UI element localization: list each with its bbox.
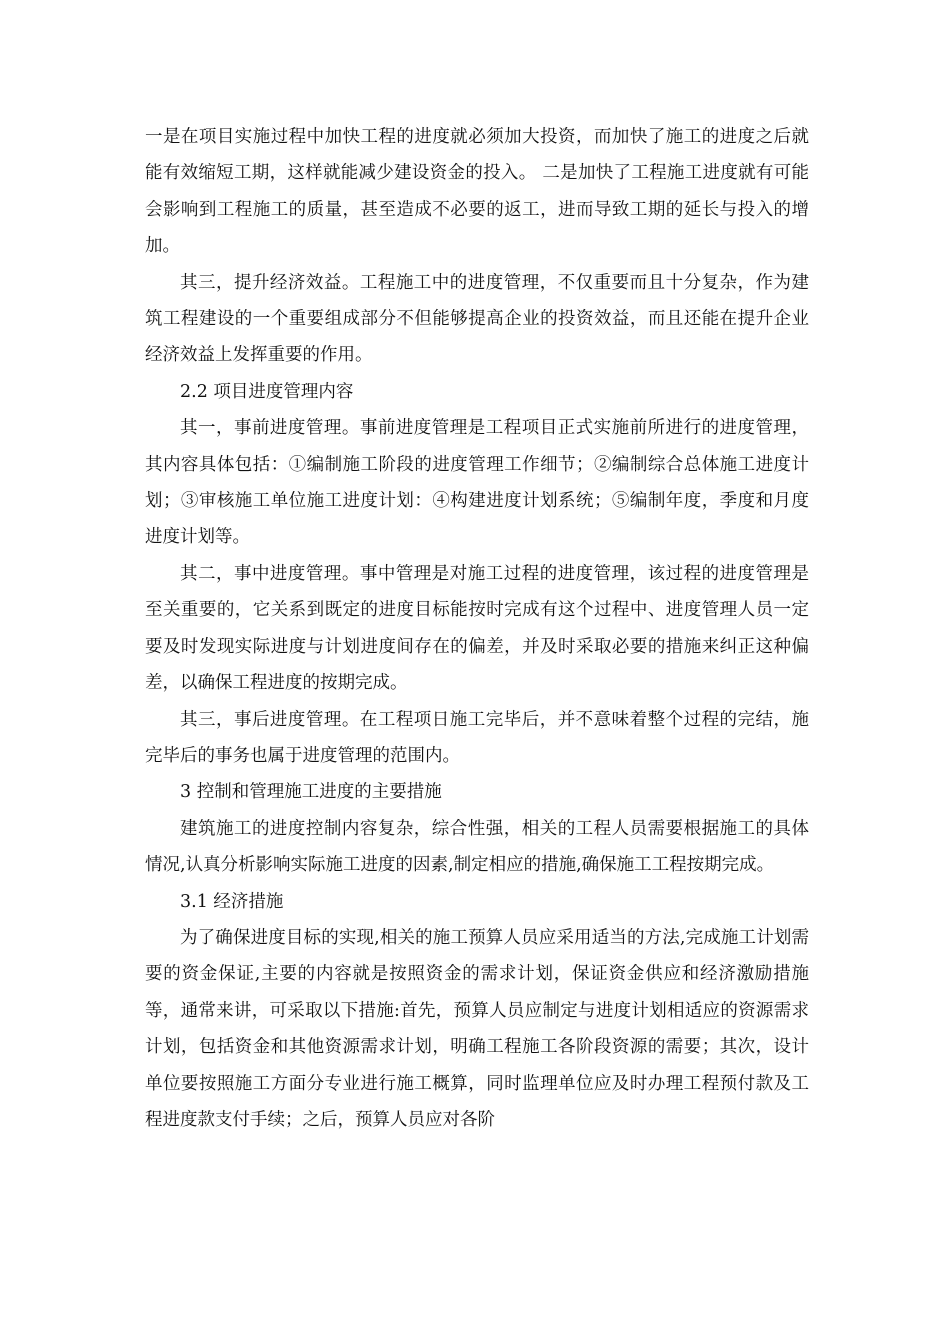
paragraph-economic-measures: 为了确保进度目标的实现,相关的施工预算人员应采用适当的方法,完成施工计划需要的资金保证,主要的内容就是按照资金的需求计划，保证资金供应和经济激励措施等，通常来讲，可采取以下措施:首先，预算人员应制定与进度计划相适应的资源需求计划，包括资金和其他资源需求计划，明确工程施工各阶段资源的需要；其次，设计单位要按照施工方面分专业进行施工概算，同时监理单位应及时办理工程预付款及工程进度款支付手续；之后，预算人员应对各阶	[145, 927, 809, 1130]
paragraph-control-overview: 建筑施工的进度控制内容复杂，综合性强，相关的工程人员需要根据施工的具体情况,认真分析影响实际施工进度的因素,制定相应的措施,确保施工工程按期完成。	[145, 818, 809, 876]
section-heading-3: 3 控制和管理施工进度的主要措施	[180, 782, 442, 803]
section-heading-3-1: 3.1 经济措施	[180, 891, 284, 912]
section-heading-2-2: 2.2 项目进度管理内容	[180, 381, 354, 402]
paragraph-pre-progress-management: 其一，事前进度管理。事前进度管理是工程项目正式实施前所进行的进度管理，其内容具体包括：①编制施工阶段的进度管理工作细节；②编制综合总体施工进度计划；③审核施工单位施工进度计划：④构建进度计划系统；⑤编制年度，季度和月度进度计划等。	[145, 418, 809, 548]
paragraph-continuation: 一是在项目实施过程中加快工程的进度就必须加大投资，而加快了施工的进度之后就能有效缩短工期，这样就能减少建设资金的投入。 二是加快了工程施工进度就有可能会影响到工程施工的质量，甚至造成不必要的返工，进而导致工期的延长与投入的增加。	[145, 127, 809, 257]
paragraph-post-progress-management: 其三，事后进度管理。在工程项日施工完毕后，并不意味着整个过程的完结，施完毕后的事务也属于进度管理的范围内。	[145, 709, 809, 766]
paragraph-economic-benefit: 其三，提升经济效益。工程施工中的进度管理，不仅重要而且十分复杂，作为建筑工程建设的一个重要组成部分不但能够提高企业的投资效益，而且还能在提升企业经济效益上发挥重要的作用。	[145, 272, 809, 366]
paragraph-during-progress-management: 其二，事中进度管理。事中管理是对施工过程的进度管理，该过程的进度管理是至关重要的，它关系到既定的进度目标能按时完成有这个过程中、进度管理人员一定要及时发现实际进度与计划进度间存在的偏差，并及时采取必要的措施来纠正这种偏差，以确保工程进度的按期完成。	[145, 563, 809, 694]
document-page	[145, 119, 809, 1138]
